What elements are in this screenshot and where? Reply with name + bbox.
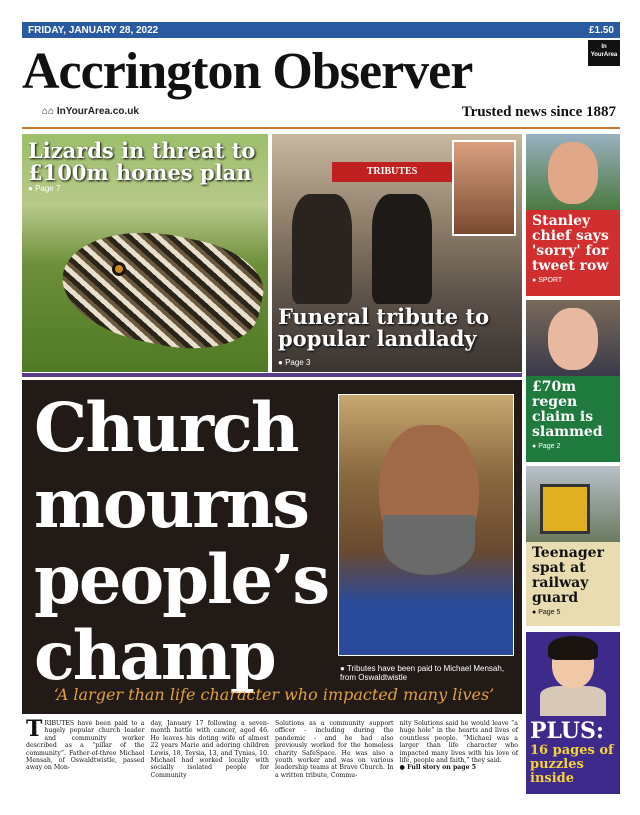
stanley-ref-text: SPORT — [538, 277, 563, 284]
funeral-page-ref-text: Page 3 — [285, 358, 311, 367]
face — [548, 308, 598, 370]
headline-line: champ — [34, 616, 275, 695]
lizard-headline: Lizards in threat to £100m homes plan — [28, 138, 256, 185]
train — [540, 484, 590, 534]
puzzles-promo[interactable] — [526, 632, 620, 794]
date-bar — [22, 22, 620, 38]
railway-story-box[interactable] — [526, 542, 620, 626]
newspaper-title[interactable]: Accrington Observer — [22, 43, 473, 100]
section-divider — [22, 373, 522, 377]
beard — [383, 515, 475, 575]
masthead — [22, 38, 620, 128]
railway-ref-text: Page 5 — [538, 609, 561, 616]
body-column-1-text: RIBUTES have been paid to a hugely popular church leader and community worker described as a “pillar of the community”. Father-of-three Michael Mensah, of Oswaldtwistle, passed away on Mon- — [26, 720, 145, 772]
face — [548, 142, 598, 204]
promo-figure-body — [540, 686, 606, 716]
hearse-sign: TRIBUTES — [332, 162, 452, 182]
photo-caption-text: Tributes have been paid to Michael Mensah, from Oswaldtwistle — [340, 664, 505, 682]
regen-ref: ● Page 2 — [532, 443, 561, 450]
issue-date: FRIDAY, JANUARY 28, 2022 — [28, 24, 159, 36]
photo-caption: ● Tributes have been paid to Michael Mensah, from Oswaldtwistle — [340, 664, 505, 682]
plus-title: PLUS: — [530, 718, 605, 744]
regen-ref-text: Page 2 — [538, 443, 561, 450]
train-photo[interactable] — [526, 466, 620, 542]
full-story-text: Full story on page 5 — [407, 764, 477, 772]
regen-photo[interactable] — [526, 300, 620, 376]
funeral-headline: Funeral tribute to popular landlady — [278, 304, 490, 351]
stanley-headline: Stanley chief says 'sorry' for tweet row — [532, 213, 609, 274]
michael-mensah-photo — [338, 394, 514, 656]
home-icon: ⌂⌂ — [42, 106, 57, 117]
inyourarea-link[interactable] — [42, 106, 139, 117]
full-story-link[interactable]: ● Full story on page 5 — [399, 764, 477, 772]
funeral-page-ref: ● Page 3 — [278, 358, 311, 367]
lizard-photo — [53, 214, 268, 363]
inyourarea-text: InYourArea.co.uk — [56, 106, 139, 117]
body-column-4-text: nity Solutions said he would leave “a huge hole” in the hearts and lives of countless people. “Michael was a larger than life character who impacted many lives with his love of life, people and faith,” they said. — [399, 720, 518, 765]
body-column-1 — [26, 716, 145, 792]
inyourarea-badge[interactable]: In YourArea — [588, 40, 620, 66]
horse-photo-left — [292, 194, 352, 304]
body-column-3: Solutions as a community support officer - including during the pandemic - and he had also previously worked for the homeless charity SafeSpace. He was also a youth worker and was on various leadership teams at Brave Church. In a written tribute, Commu- — [275, 720, 394, 779]
body-column-2: day, January 17 following a seven-month battle with cancer, aged 46. He leaves his doting wife of almost 22 years Marie and adoring children Lewis, 18, Teysia, 13, and Tynias, 10. Michael had worked locally with socially isolated people for Community — [150, 720, 269, 779]
stanley-ref: ● SPORT — [532, 277, 563, 284]
masthead-divider — [22, 127, 620, 129]
railway-ref: ● Page 5 — [532, 609, 561, 616]
stanley-story-box[interactable] — [526, 210, 620, 296]
regen-headline: £70m regen claim is slammed — [532, 379, 603, 440]
landlady-inset-photo — [452, 140, 516, 236]
story-body — [22, 716, 522, 796]
lizard-eye — [112, 262, 126, 276]
lizard-page-ref: ● Page 7 — [28, 184, 61, 193]
lead-headline — [34, 390, 328, 694]
lead-story-panel[interactable] — [22, 380, 522, 714]
plus-subtitle: 16 pages of puzzles inside — [530, 743, 614, 786]
headline-line: mourns — [34, 464, 309, 543]
promo-figure-hair — [548, 636, 598, 660]
stanley-chief-photo[interactable] — [526, 134, 620, 210]
pull-quote: ‘A larger than life character who impacted many lives’ — [53, 685, 495, 704]
regen-story-box[interactable] — [526, 376, 620, 462]
lizard-story-panel[interactable] — [22, 134, 268, 372]
railway-headline: Teenager spat at railway guard — [532, 545, 604, 606]
headline-line: Church — [34, 388, 298, 467]
cover-price: £1.50 — [588, 24, 614, 36]
horse-photo-right — [372, 194, 432, 304]
tagline: Trusted news since 1887 — [461, 104, 616, 120]
body-column-4 — [400, 720, 519, 792]
funeral-story-panel[interactable] — [272, 134, 522, 372]
lizard-page-ref-text: Page 7 — [35, 184, 61, 193]
drop-cap: T — [26, 716, 43, 742]
headline-line: people’s — [34, 540, 329, 619]
